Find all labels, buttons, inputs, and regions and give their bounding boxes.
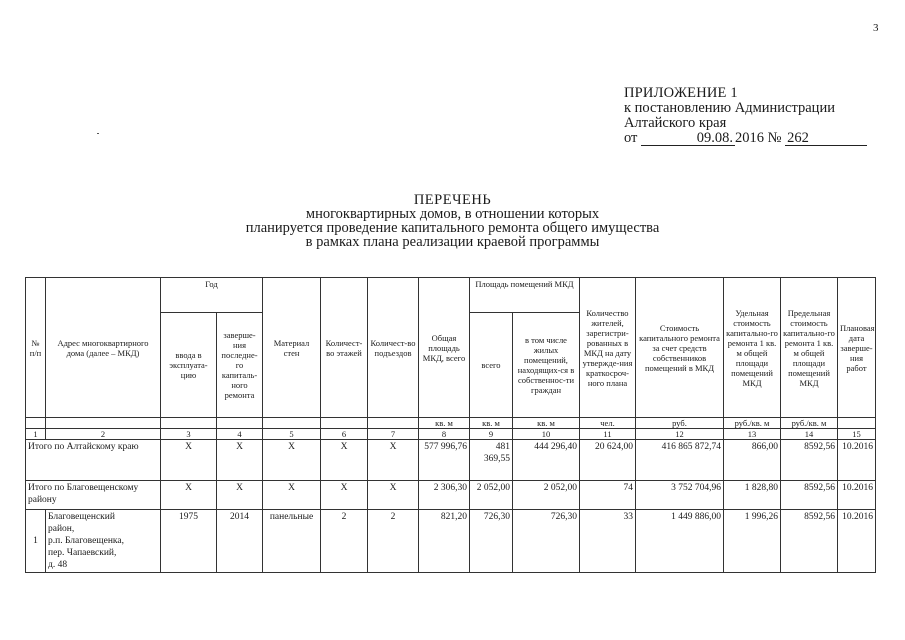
total-total-area: 577 996,76 bbox=[419, 440, 470, 481]
row-address-line: район, bbox=[48, 524, 75, 534]
annex-date-line bbox=[624, 131, 864, 146]
unit-cell bbox=[26, 418, 46, 429]
scan-speck bbox=[97, 133, 99, 134]
annex-date-prefix: от bbox=[624, 130, 638, 146]
row-planned-date: 10.2016 bbox=[838, 510, 876, 573]
unit-residents: чел. bbox=[580, 418, 636, 429]
table-row bbox=[26, 510, 876, 573]
row-area-residential: 726,30 bbox=[513, 510, 580, 573]
total-repair-cost: 3 752 704,96 bbox=[636, 481, 724, 510]
row-total-area: 821,20 bbox=[419, 510, 470, 573]
unit-cell bbox=[321, 418, 368, 429]
column-number-row bbox=[26, 429, 876, 440]
row-entrances: 2 bbox=[368, 510, 419, 573]
total-residents: 20 624,00 bbox=[580, 440, 636, 481]
row-address bbox=[46, 510, 161, 573]
row-address-line: д. 48 bbox=[48, 560, 68, 570]
total-repair-cost: 416 865 872,74 bbox=[636, 440, 724, 481]
total-unit-cost: 866,00 bbox=[724, 440, 781, 481]
row-max-cost: 8592,56 bbox=[781, 510, 838, 573]
total-area-total: 481 369,55 bbox=[470, 440, 513, 481]
header-floors: Количест-во этажей bbox=[321, 278, 368, 418]
header-year-commission: ввода в эксплуата-цию bbox=[161, 313, 217, 418]
total-floors: X bbox=[321, 440, 368, 481]
header-repair-cost: Стоимость капитального ремонта за счет средств собственников помещений в МКД bbox=[636, 278, 724, 418]
column-number: 1 bbox=[26, 429, 46, 440]
total-label: Итого по Благовещенскому району bbox=[26, 481, 161, 510]
annex-date: 09.08. bbox=[641, 131, 735, 146]
document-subtitle-line: в рамках плана реализации краевой программы bbox=[305, 234, 600, 250]
total-year-last-repair: X bbox=[217, 481, 263, 510]
total-wall-material: X bbox=[263, 481, 321, 510]
row-num: 1 bbox=[26, 510, 46, 573]
total-residents: 74 bbox=[580, 481, 636, 510]
total-entrances: X bbox=[368, 481, 419, 510]
unit-max-cost: руб./кв. м bbox=[781, 418, 838, 429]
row-unit-cost: 1 996,26 bbox=[724, 510, 781, 573]
row-floors: 2 bbox=[321, 510, 368, 573]
column-number: 9 bbox=[470, 429, 513, 440]
column-number: 10 bbox=[513, 429, 580, 440]
unit-total-area: кв. м bbox=[419, 418, 470, 429]
header-unit-cost: Удельная стоимость капитально-го ремонта 1 кв. м общей площади помещений МКД bbox=[724, 278, 781, 418]
annex-number: 262 bbox=[785, 131, 867, 146]
total-row-district bbox=[26, 481, 876, 510]
unit-cell bbox=[838, 418, 876, 429]
header-row-top bbox=[26, 278, 876, 313]
column-number: 2 bbox=[46, 429, 161, 440]
total-max-cost: 8592,56 bbox=[781, 440, 838, 481]
units-row bbox=[26, 418, 876, 429]
total-planned-date: 10.2016 bbox=[838, 481, 876, 510]
total-label: Итого по Алтайскому краю bbox=[26, 440, 161, 481]
annex-subtitle-line: к постановлению Администрации bbox=[624, 100, 835, 116]
column-number: 7 bbox=[368, 429, 419, 440]
header-entrances: Количест-во подъездов bbox=[368, 278, 419, 418]
row-wall-material: панельные bbox=[263, 510, 321, 573]
column-number: 11 bbox=[580, 429, 636, 440]
column-number: 5 bbox=[263, 429, 321, 440]
unit-area-residential: кв. м bbox=[513, 418, 580, 429]
header-num: № п/п bbox=[26, 278, 46, 418]
row-address-line: р.п. Благовещенка, bbox=[48, 536, 124, 546]
total-area-total: 2 052,00 bbox=[470, 481, 513, 510]
column-number: 14 bbox=[781, 429, 838, 440]
total-area-residential: 444 296,40 bbox=[513, 440, 580, 481]
header-max-cost: Предельная стоимость капитально-го ремонта 1 кв. м общей площади помещений МКД bbox=[781, 278, 838, 418]
header-wall-material: Материал стен bbox=[263, 278, 321, 418]
unit-cell bbox=[368, 418, 419, 429]
unit-cell bbox=[263, 418, 321, 429]
header-planned-date: Плановая дата заверше-ния работ bbox=[838, 278, 876, 418]
header-year-last-repair: заверше-ния последне-го капиталь-ного ремонта bbox=[217, 313, 263, 418]
row-area-total: 726,30 bbox=[470, 510, 513, 573]
housing-repair-table bbox=[25, 277, 876, 573]
header-area-residential: в том числе жилых помещений, находящих-ся в собственнос-ти граждан bbox=[513, 313, 580, 418]
total-area-residential: 2 052,00 bbox=[513, 481, 580, 510]
column-number: 8 bbox=[419, 429, 470, 440]
unit-area-total: кв. м bbox=[470, 418, 513, 429]
unit-cell bbox=[46, 418, 161, 429]
row-repair-cost: 1 449 886,00 bbox=[636, 510, 724, 573]
column-number: 6 bbox=[321, 429, 368, 440]
total-year-commission: X bbox=[161, 440, 217, 481]
row-residents: 33 bbox=[580, 510, 636, 573]
header-area-group: Площадь помещений МКД bbox=[470, 278, 580, 313]
header-residents: Количество жителей, зарегистри-рованных в МКД на дату утвержде-ния краткосроч-ного плана bbox=[580, 278, 636, 418]
row-address-line: Благовещенский bbox=[48, 512, 115, 522]
annex-subtitle-line: Алтайского края bbox=[624, 115, 727, 131]
row-year-last-repair: 2014 bbox=[217, 510, 263, 573]
column-number: 13 bbox=[724, 429, 781, 440]
column-number: 12 bbox=[636, 429, 724, 440]
header-total-area: Общая площадь МКД, всего bbox=[419, 278, 470, 418]
column-number: 4 bbox=[217, 429, 263, 440]
total-year-commission: X bbox=[161, 481, 217, 510]
header-area-total: всего bbox=[470, 313, 513, 418]
total-row-region bbox=[26, 440, 876, 481]
total-year-last-repair: X bbox=[217, 440, 263, 481]
document-subtitle-line: планируется проведение капитального ремонта общего имущества bbox=[245, 220, 660, 236]
unit-cell bbox=[217, 418, 263, 429]
document-title-block bbox=[0, 193, 905, 249]
unit-repair-cost: руб. bbox=[636, 418, 724, 429]
document-title: ПЕРЕЧЕНЬ bbox=[413, 192, 492, 208]
total-unit-cost: 1 828,80 bbox=[724, 481, 781, 510]
header-address: Адрес многоквартирного дома (далее – МКД) bbox=[46, 278, 161, 418]
document-subtitle-line: многоквартирных домов, в отношении которых bbox=[305, 206, 600, 222]
annex-year: 2016 № bbox=[735, 130, 782, 146]
total-entrances: X bbox=[368, 440, 419, 481]
header-year-group: Год bbox=[161, 278, 263, 313]
column-number: 3 bbox=[161, 429, 217, 440]
total-planned-date: 10.2016 bbox=[838, 440, 876, 481]
total-total-area: 2 306,30 bbox=[419, 481, 470, 510]
total-floors: X bbox=[321, 481, 368, 510]
annex-title: ПРИЛОЖЕНИЕ 1 bbox=[624, 85, 738, 101]
total-wall-material: X bbox=[263, 440, 321, 481]
annex-header bbox=[624, 86, 864, 146]
page-number: 3 bbox=[873, 22, 879, 34]
unit-unit-cost: руб./кв. м bbox=[724, 418, 781, 429]
row-year-commission: 1975 bbox=[161, 510, 217, 573]
total-max-cost: 8592,56 bbox=[781, 481, 838, 510]
row-address-line: пер. Чапаевский, bbox=[48, 548, 117, 558]
column-number: 15 bbox=[838, 429, 876, 440]
unit-cell bbox=[161, 418, 217, 429]
